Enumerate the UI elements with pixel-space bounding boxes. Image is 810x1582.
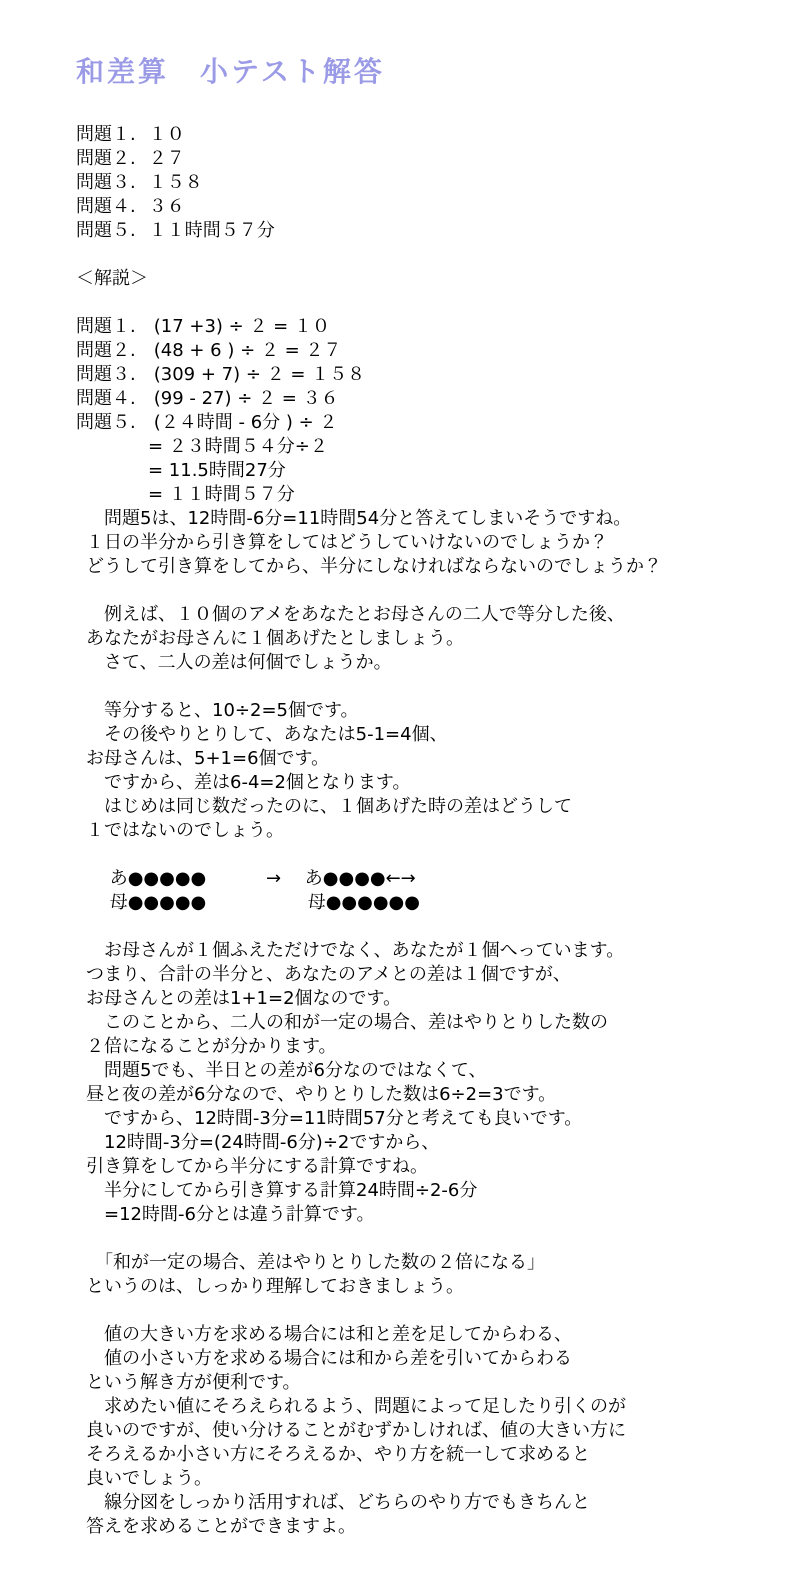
text-line: さて、二人の差は何個でしょうか。	[86, 652, 392, 673]
problem-label: 問題１.	[76, 124, 136, 145]
solution-expr: (17 +3) ÷ ２ = １０	[153, 316, 330, 337]
problem-label: 問題３.	[76, 172, 136, 193]
text-line: １ではないのでしょう。	[86, 820, 284, 841]
solution-row	[76, 363, 810, 387]
answer-value: ２７	[148, 148, 185, 169]
text-line: お母さんは、5+1=6個です。	[86, 748, 330, 769]
solution-expr: (２４時間 - 6分 ) ÷ ２	[153, 412, 338, 433]
text-line: お母さんとの差は1+1=2個なのです。	[86, 988, 402, 1009]
solution-row	[76, 435, 810, 459]
text-line: 答えを求めることができますよ。	[86, 1516, 356, 1537]
text-line: お母さんが１個ふえただけでなく、あなたが１個へっています。	[86, 940, 625, 961]
answer-row	[76, 123, 810, 147]
candy-diagram-line: 母●●●●● 母●●●●●●	[86, 892, 420, 913]
text-line	[86, 915, 810, 939]
text-line: 「和が一定の場合、差はやりとりした数の２倍になる」	[86, 1252, 545, 1273]
answer-row	[76, 171, 810, 195]
text-line: 値の小さい方を求める場合には和から差を引いてからわる	[86, 1348, 572, 1369]
problem-label: 問題２.	[76, 148, 136, 169]
explanation-body	[86, 507, 810, 1539]
text-line: 等分すると、10÷2=5個です。	[86, 700, 359, 721]
text-line: そろえるか小さい方にそろえるか、やり方を統一して求めると	[86, 1444, 590, 1465]
answer-value: １１時間５７分	[148, 220, 275, 241]
text-line: =12時間-6分とは違う計算です。	[86, 1204, 375, 1225]
text-line: というのは、しっかり理解しておきましょう。	[86, 1276, 464, 1297]
text-line: 問題5は、12時間-6分=11時間54分と答えてしまいそうですね。	[86, 508, 632, 529]
text-line: 求めたい値にそろえられるよう、問題によって足したり引くのが	[86, 1396, 626, 1417]
problem-label: 問題５.	[76, 412, 136, 433]
text-line: ですから、差は6-4=2個となります。	[86, 772, 411, 793]
text-line: つまり、合計の半分と、あなたのアメとの差は１個ですが、	[86, 964, 571, 985]
answer-value: １０	[148, 124, 185, 145]
problem-label: 問題１.	[76, 316, 136, 337]
text-line: 良いのですが、使い分けることがむずかしければ、値の大きい方に	[86, 1420, 626, 1441]
problem-label: 問題４.	[76, 388, 136, 409]
solution-expr: (48 + 6 ) ÷ ２ = ２７	[153, 340, 342, 361]
solution-row	[76, 387, 810, 411]
problem-label: 問題４.	[76, 196, 136, 217]
problem-label: 問題３.	[76, 364, 136, 385]
answer-row	[76, 147, 810, 171]
problem-label: 問題５.	[76, 220, 136, 241]
text-line: はじめは同じ数だったのに、１個あげた時の差はどうして	[86, 796, 572, 817]
text-line: 線分図をしっかり活用すれば、どちらのやり方でもきちんと	[86, 1492, 590, 1513]
text-line: あなたがお母さんに１個あげたとしましょう。	[86, 628, 464, 649]
solution-expr: = 11.5時間27分	[148, 460, 286, 481]
solution-row	[76, 339, 810, 363]
text-line: 引き算をしてから半分にする計算ですね。	[86, 1156, 428, 1177]
answer-value: ３６	[148, 196, 185, 217]
solution-expr: (309 + 7) ÷ ２ = １５８	[153, 364, 366, 385]
solution-expr: = ２３時間５４分÷２	[148, 436, 328, 457]
answers-list	[76, 123, 810, 243]
text-line: という解き方が便利です。	[86, 1372, 301, 1393]
solution-expr: = １１時間５７分	[148, 484, 295, 505]
text-line: どうして引き算をしてから、半分にしなければならないのでしょうか？	[86, 556, 662, 577]
text-line: 良いでしょう。	[86, 1468, 212, 1489]
text-line	[86, 1299, 810, 1323]
text-line: 半分にしてから引き算する計算24時間÷2-6分	[86, 1180, 478, 1201]
problem-label: 問題２.	[76, 340, 136, 361]
text-line: 値の大きい方を求める場合には和と差を足してからわる、	[86, 1324, 572, 1345]
text-line	[86, 579, 810, 603]
solution-row	[76, 315, 810, 339]
text-line: 12時間-3分=(24時間-6分)÷2ですから、	[86, 1132, 440, 1153]
text-line	[86, 1227, 810, 1251]
text-line: ですから、12時間-3分=11時間57分と考えても良いです。	[86, 1108, 583, 1129]
text-line: ２倍になることが分かります。	[86, 1036, 337, 1057]
answer-row	[76, 219, 810, 243]
page-title: 和差算 小テスト解答	[76, 55, 385, 88]
solutions-list	[76, 315, 810, 507]
text-line: 例えば、１０個のアメをあなたとお母さんの二人で等分した後、	[86, 604, 625, 625]
solution-row	[76, 411, 810, 435]
text-line: 問題5でも、半日との差が6分なのではなくて、	[86, 1060, 487, 1081]
explanation-heading: ＜解説＞	[76, 268, 148, 289]
solution-expr: (99 - 27) ÷ ２ = ３６	[153, 388, 339, 409]
solution-row	[76, 459, 810, 483]
text-line: このことから、二人の和が一定の場合、差はやりとりした数の	[86, 1012, 608, 1033]
text-line: その後やりとりして、あなたは5-1=4個、	[86, 724, 448, 745]
answer-row	[76, 195, 810, 219]
solution-row	[76, 483, 810, 507]
text-line: 昼と夜の差が6分なので、やりとりした数は6÷2=3です。	[86, 1084, 557, 1105]
candy-diagram-line: あ●●●●● → あ●●●●←→	[86, 868, 416, 889]
text-line: １日の半分から引き算をしてはどうしていけないのでしょうか？	[86, 532, 608, 553]
answer-value: １５８	[148, 172, 203, 193]
text-line	[86, 843, 810, 867]
text-line	[86, 675, 810, 699]
